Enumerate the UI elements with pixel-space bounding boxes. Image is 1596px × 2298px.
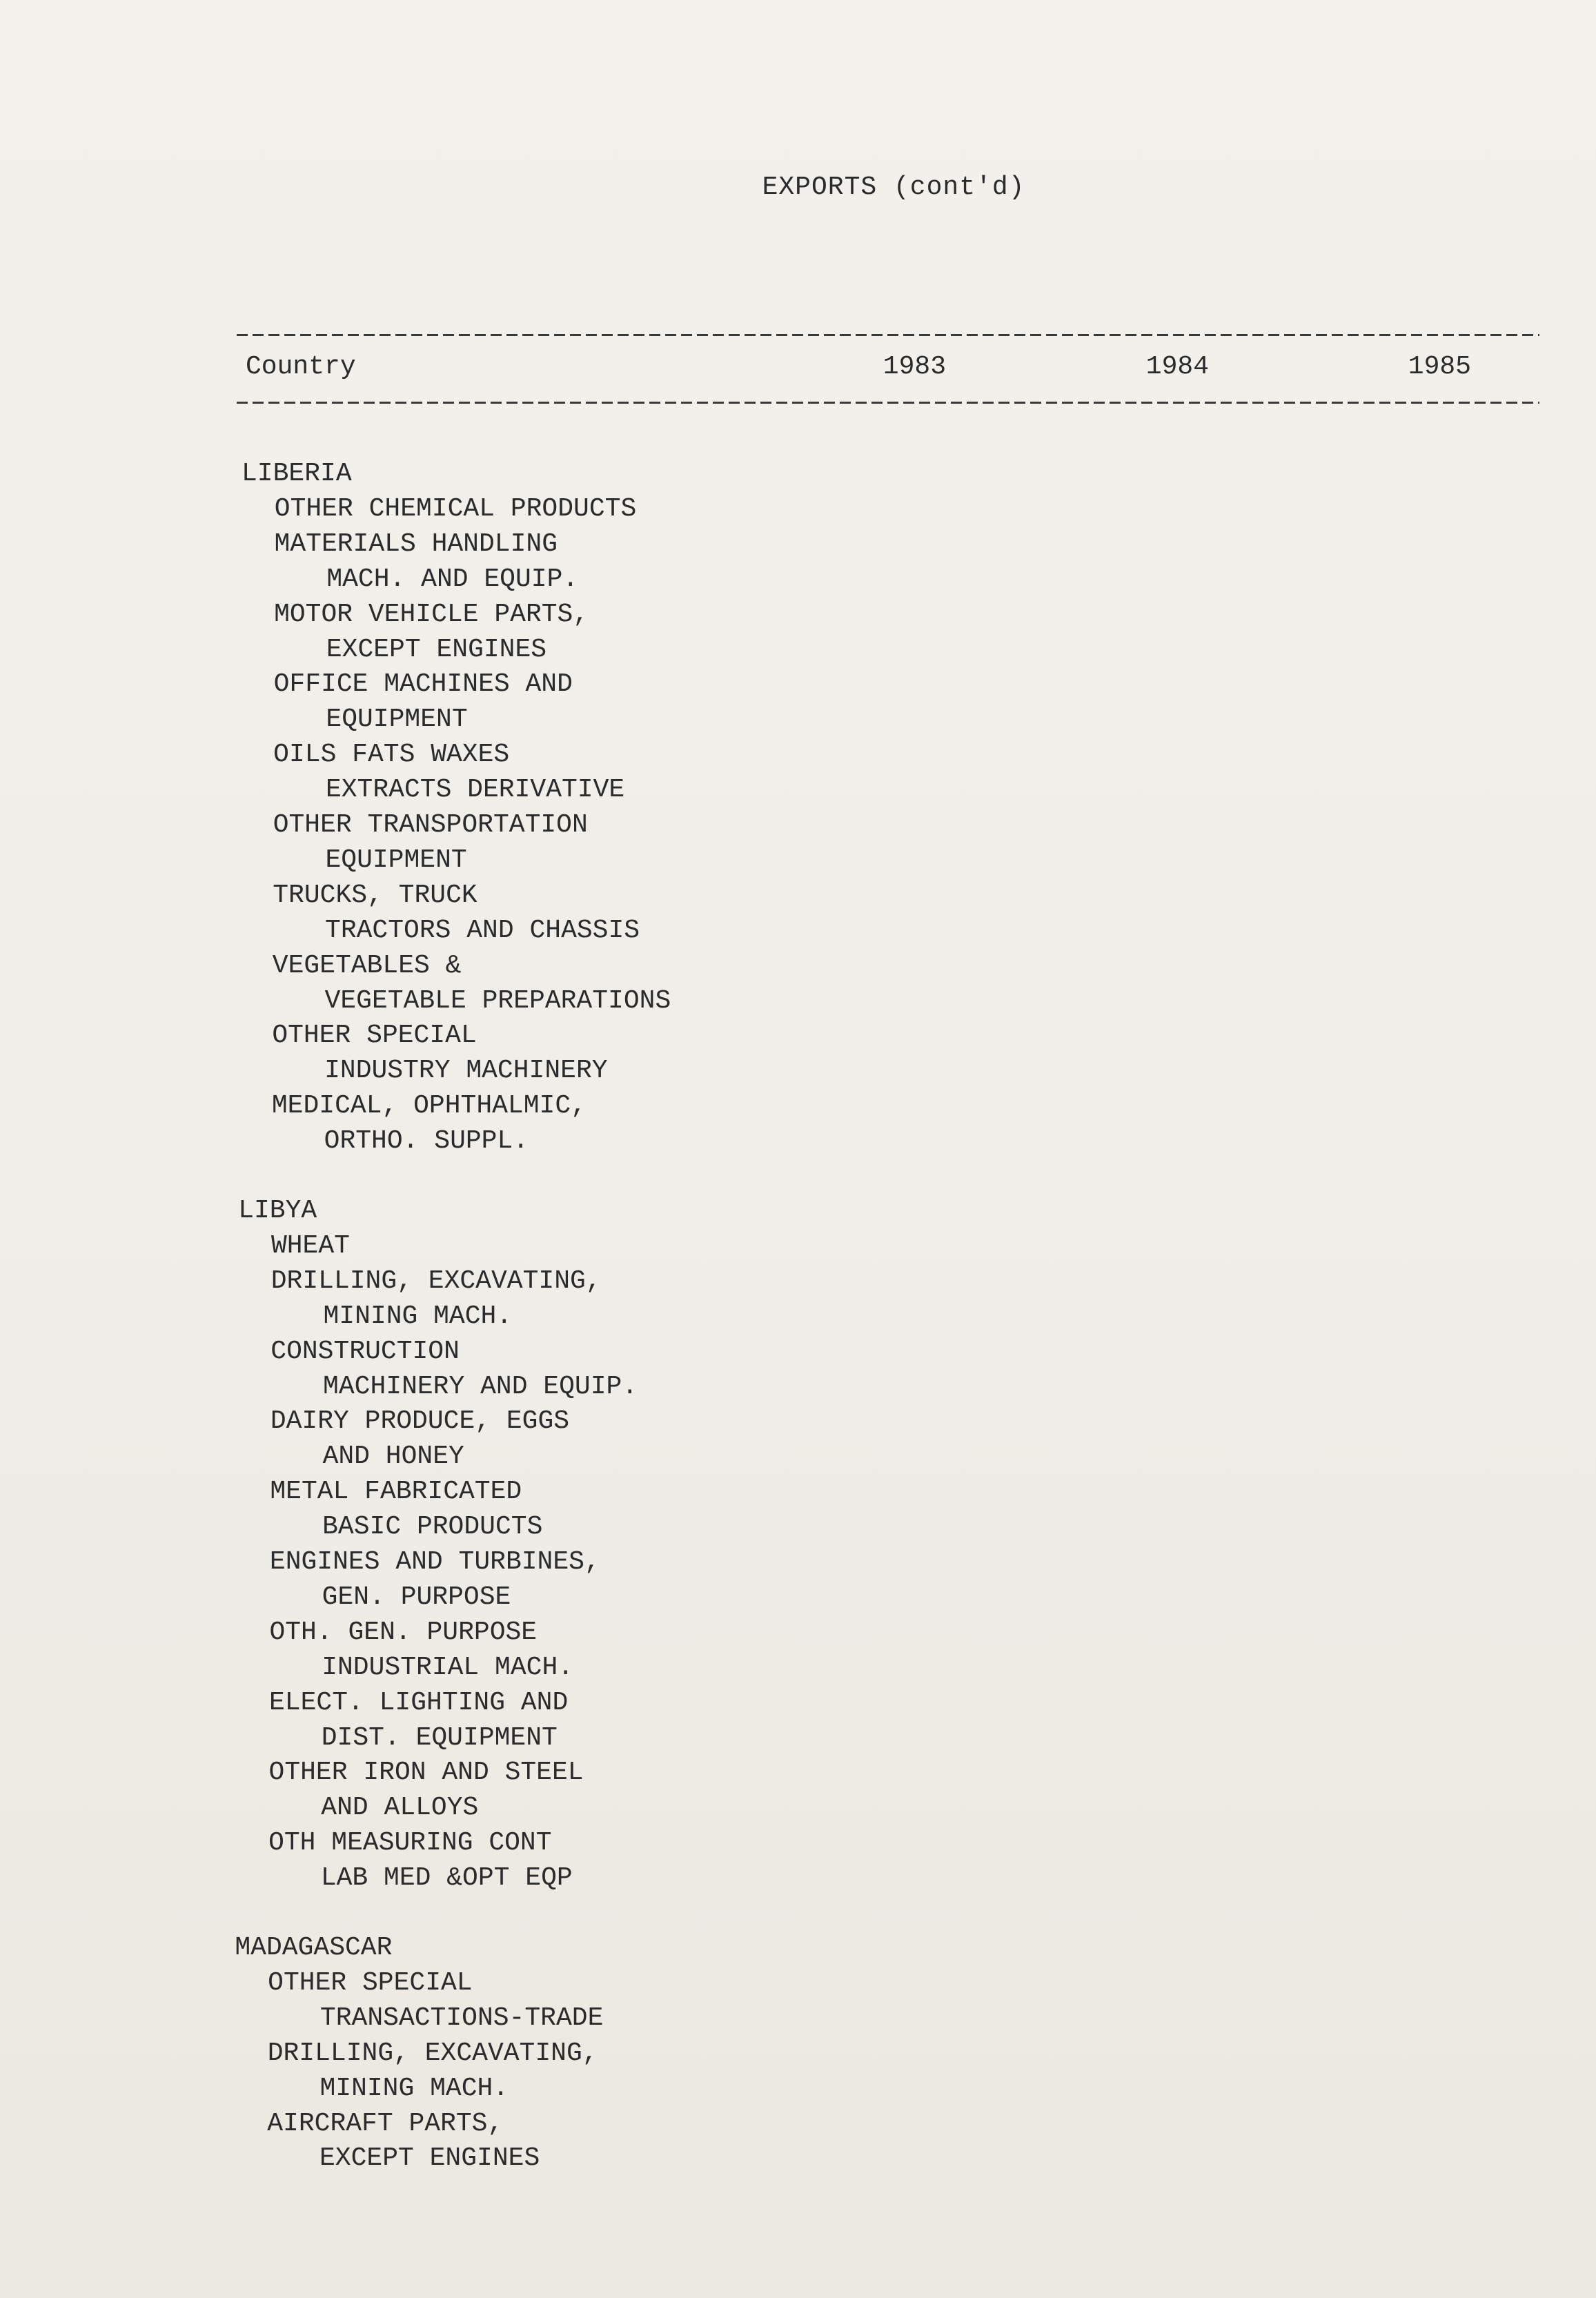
commodity-label: VEGETABLE PREPARATIONS (324, 985, 671, 1016)
commodity-label: OFFICE MACHINES AND (273, 669, 573, 700)
header-top-rule (237, 334, 1539, 336)
commodity-label: METAL FABRICATED (270, 1477, 522, 1507)
commodity-label: OTHER SPECIAL (272, 1021, 477, 1051)
commodity-label: OTHER SPECIAL (268, 1967, 473, 1998)
commodity-label: OTH MEASURING CONT (268, 1828, 552, 1858)
commodity-label: MINING MACH. (319, 2073, 509, 2103)
commodity-label: AND HONEY (322, 1442, 464, 1472)
commodity-label: ENGINES AND TURBINES, (269, 1547, 600, 1577)
commodity-label: MINING MACH. (323, 1301, 513, 1331)
commodity-label: TRANSACTIONS-TRADE (319, 2003, 604, 2033)
country-heading: LIBYA (238, 1196, 317, 1226)
column-header-1984: 1984 (1145, 352, 1209, 382)
commodity-label: GEN. PURPOSE (322, 1582, 511, 1612)
header-bottom-rule (237, 402, 1539, 404)
column-header-1985: 1985 (1408, 352, 1471, 382)
commodity-label: EQUIPMENT (325, 845, 467, 875)
commodity-label: DRILLING, EXCAVATING, (270, 1266, 602, 1296)
commodity-label: WHEAT (270, 1230, 350, 1261)
commodity-label: ELECT. LIGHTING AND (268, 1687, 569, 1718)
commodity-label: OTHER TRANSPORTATION (273, 810, 588, 840)
commodity-label: ORTHO. SUPPL. (324, 1126, 529, 1157)
commodity-label: EQUIPMENT (326, 705, 468, 735)
commodity-label: OTHER IRON AND STEEL (268, 1758, 584, 1788)
commodity-label: DAIRY PRODUCE, EGGS (270, 1406, 570, 1437)
commodity-label: CONSTRUCTION (270, 1336, 460, 1366)
column-header-country: Country (246, 352, 356, 382)
commodity-label: VEGETABLES & (272, 950, 462, 981)
commodity-label: AND ALLOYS (321, 1793, 479, 1823)
country-heading: LIBERIA (242, 459, 352, 489)
commodity-label: EXCEPT ENGINES (319, 2143, 540, 2174)
commodity-label: TRACTORS AND CHASSIS (325, 915, 640, 945)
commodity-label: MACHINERY AND EQUIP. (323, 1371, 638, 1402)
page-title: EXPORTS (cont'd) (762, 173, 1025, 202)
commodity-label: LAB MED &OPT EQP (320, 1863, 573, 1894)
commodity-label: DIST. EQUIPMENT (321, 1722, 558, 1753)
commodity-label: INDUSTRY MACHINERY (324, 1056, 608, 1086)
column-header-1983: 1983 (883, 352, 946, 382)
commodity-label: INDUSTRIAL MACH. (322, 1652, 574, 1682)
country-heading: MADAGASCAR (235, 1933, 393, 1963)
commodity-label: OTHER CHEMICAL PRODUCTS (274, 493, 637, 524)
commodity-label: AIRCRAFT PARTS, (267, 2108, 504, 2139)
commodity-label: TRUCKS, TRUCK (273, 880, 477, 910)
commodity-label: EXCEPT ENGINES (326, 634, 547, 665)
commodity-label: EXTRACTS DERIVATIVE (325, 775, 625, 805)
commodity-label: MATERIALS HANDLING (274, 529, 558, 559)
commodity-label: DRILLING, EXCAVATING, (267, 2038, 598, 2068)
commodity-label: MACH. AND EQUIP. (326, 564, 579, 594)
commodity-label: OTH. GEN. PURPOSE (269, 1617, 538, 1647)
commodity-label: MOTOR VEHICLE PARTS, (274, 599, 589, 629)
commodity-label: MEDICAL, OPHTHALMIC, (271, 1091, 587, 1121)
commodity-label: OILS FATS WAXES (273, 740, 510, 770)
commodity-label: BASIC PRODUCTS (322, 1512, 543, 1542)
